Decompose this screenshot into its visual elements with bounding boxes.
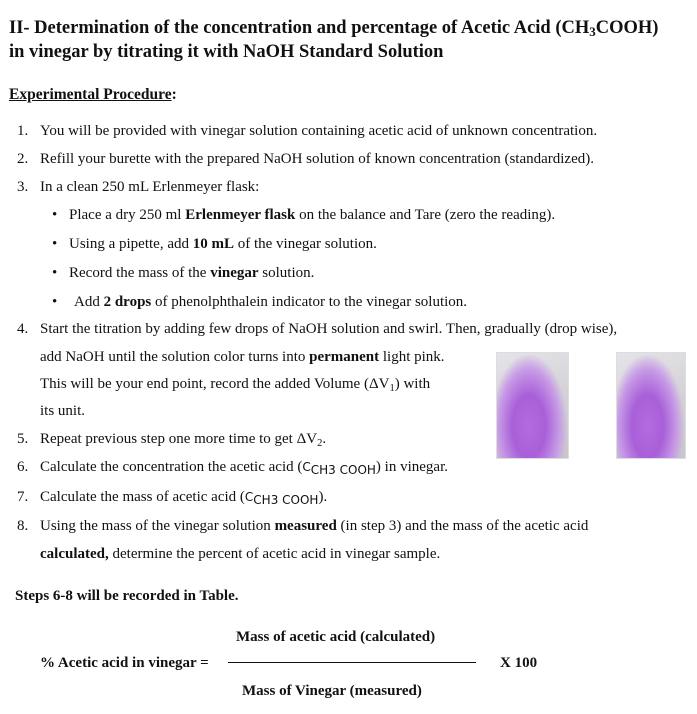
text-segment: Start the titration by adding few drops of NaOH solution and swirl. Then, gradually (drop wise), bbox=[40, 321, 618, 337]
text-segment: add NaOH until the solution color turns into bbox=[40, 349, 310, 365]
subscript-text: COOH bbox=[278, 493, 319, 507]
procedure-step-text bbox=[40, 375, 430, 393]
list-number: 4. bbox=[17, 321, 29, 337]
text-segment: calculated, bbox=[40, 546, 109, 562]
procedure-step-text bbox=[40, 430, 326, 448]
formula-multiplier: X 100 bbox=[500, 655, 538, 671]
text-segment: Add bbox=[74, 294, 104, 310]
procedure-step-text bbox=[40, 178, 259, 196]
text-segment: 10 mL bbox=[192, 236, 234, 252]
subscript-text: 3 bbox=[328, 463, 336, 477]
document-title-line-1 bbox=[9, 17, 658, 39]
text-segment: Calculate the concentration the acetic acid ( bbox=[40, 459, 303, 475]
fraction-bar bbox=[228, 662, 476, 663]
text-segment: Refill your burette with the prepared NaOH solution of known concentration (standardized). bbox=[40, 151, 594, 167]
list-number: 8. bbox=[17, 518, 29, 534]
subscript-text: 1 bbox=[389, 383, 395, 394]
flask-endpoint-photo-2 bbox=[616, 352, 686, 459]
text-segment: ). bbox=[318, 489, 328, 505]
procedure-step-text bbox=[40, 458, 448, 476]
formula-left-label: % Acetic acid in vinegar = bbox=[40, 655, 209, 671]
bullet-item-text bbox=[69, 235, 377, 253]
list-number: 5. bbox=[17, 431, 29, 447]
text-segment: 2 drops bbox=[103, 294, 152, 310]
procedure-step-text bbox=[40, 150, 594, 168]
subscript-text: 2 bbox=[317, 438, 323, 449]
bullet-item-text bbox=[69, 264, 314, 282]
text-segment: C bbox=[302, 460, 311, 474]
text-segment: solution. bbox=[258, 265, 315, 281]
formula-denominator: Mass of Vinegar (measured) bbox=[242, 683, 422, 699]
bullet-icon: • bbox=[52, 294, 58, 310]
subscript-text: 3 bbox=[589, 24, 596, 39]
text-segment: Erlenmeyer flask bbox=[185, 207, 296, 223]
text-segment: in vinegar by titrating it with NaOH Standard Solution bbox=[9, 42, 444, 62]
list-number: 7. bbox=[17, 489, 29, 505]
section-heading-colon: : bbox=[171, 86, 177, 103]
section-heading bbox=[9, 86, 177, 104]
bullet-icon: • bbox=[52, 265, 58, 281]
text-segment: ) with bbox=[394, 376, 431, 392]
text-segment: Record the mass of the bbox=[69, 265, 211, 281]
list-number: 6. bbox=[17, 459, 29, 475]
text-segment: Repeat previous step one more time to get ΔV bbox=[40, 431, 318, 447]
text-segment: II- Determination of the concentration and percentage of Acetic Acid (CH bbox=[9, 18, 590, 38]
text-segment: . bbox=[322, 431, 327, 447]
procedure-step-text bbox=[40, 348, 445, 366]
text-segment: permanent bbox=[309, 349, 380, 365]
procedure-step-text bbox=[40, 402, 85, 420]
text-segment: determine the percent of acetic acid in vinegar sample. bbox=[108, 546, 441, 562]
flask-endpoint-photo-1 bbox=[496, 352, 569, 459]
text-segment: measured bbox=[274, 518, 337, 534]
text-segment: of phenolphthalein indicator to the vinegar solution. bbox=[151, 294, 468, 310]
list-number: 2. bbox=[17, 151, 29, 167]
subscript-text: 3 bbox=[270, 493, 279, 507]
document-title-line-2 bbox=[9, 41, 443, 63]
procedure-step-text bbox=[40, 488, 327, 506]
formula-numerator: Mass of acetic acid (calculated) bbox=[236, 629, 436, 645]
subscript-text: CH bbox=[253, 493, 271, 507]
list-number: 3. bbox=[17, 179, 29, 195]
text-segment: (in step 3) and the mass of the acetic acid bbox=[336, 518, 589, 534]
text-segment: This will be your end point, record the added Volume (ΔV bbox=[40, 376, 390, 392]
text-segment: on the balance and Tare (zero the reading). bbox=[295, 207, 556, 223]
text-segment: Calculate the mass of acetic acid ( bbox=[40, 489, 245, 505]
subscript-text: CH bbox=[310, 463, 329, 477]
subscript-text: COOH bbox=[335, 463, 376, 477]
section-heading-text: Experimental Procedure bbox=[9, 86, 172, 103]
text-segment: light pink. bbox=[379, 349, 445, 365]
procedure-step-text bbox=[40, 545, 440, 563]
text-segment: its unit. bbox=[40, 403, 86, 419]
procedure-step-text bbox=[40, 320, 617, 338]
text-segment: COOH) bbox=[595, 18, 659, 38]
procedure-step-text bbox=[40, 122, 597, 140]
text-segment: In a clean 250 mL Erlenmeyer flask: bbox=[40, 179, 260, 195]
bullet-item-text bbox=[74, 293, 467, 311]
text-segment: Place a dry 250 ml bbox=[69, 207, 186, 223]
procedure-step-text bbox=[40, 517, 588, 535]
text-segment: C bbox=[244, 490, 254, 504]
text-segment: You will be provided with vinegar solution containing acetic acid of unknown concentration. bbox=[40, 123, 598, 139]
text-segment: ) in vinegar. bbox=[375, 459, 448, 475]
text-segment: of the vinegar solution. bbox=[233, 236, 377, 252]
steps-note: Steps 6-8 will be recorded in Table. bbox=[15, 588, 239, 604]
bullet-icon: • bbox=[52, 207, 58, 223]
text-segment: Using a pipette, add bbox=[69, 236, 193, 252]
text-segment: vinegar bbox=[210, 265, 259, 281]
bullet-item-text bbox=[69, 206, 555, 224]
list-number: 1. bbox=[17, 123, 29, 139]
text-segment: Using the mass of the vinegar solution bbox=[40, 518, 275, 534]
bullet-icon: • bbox=[52, 236, 58, 252]
